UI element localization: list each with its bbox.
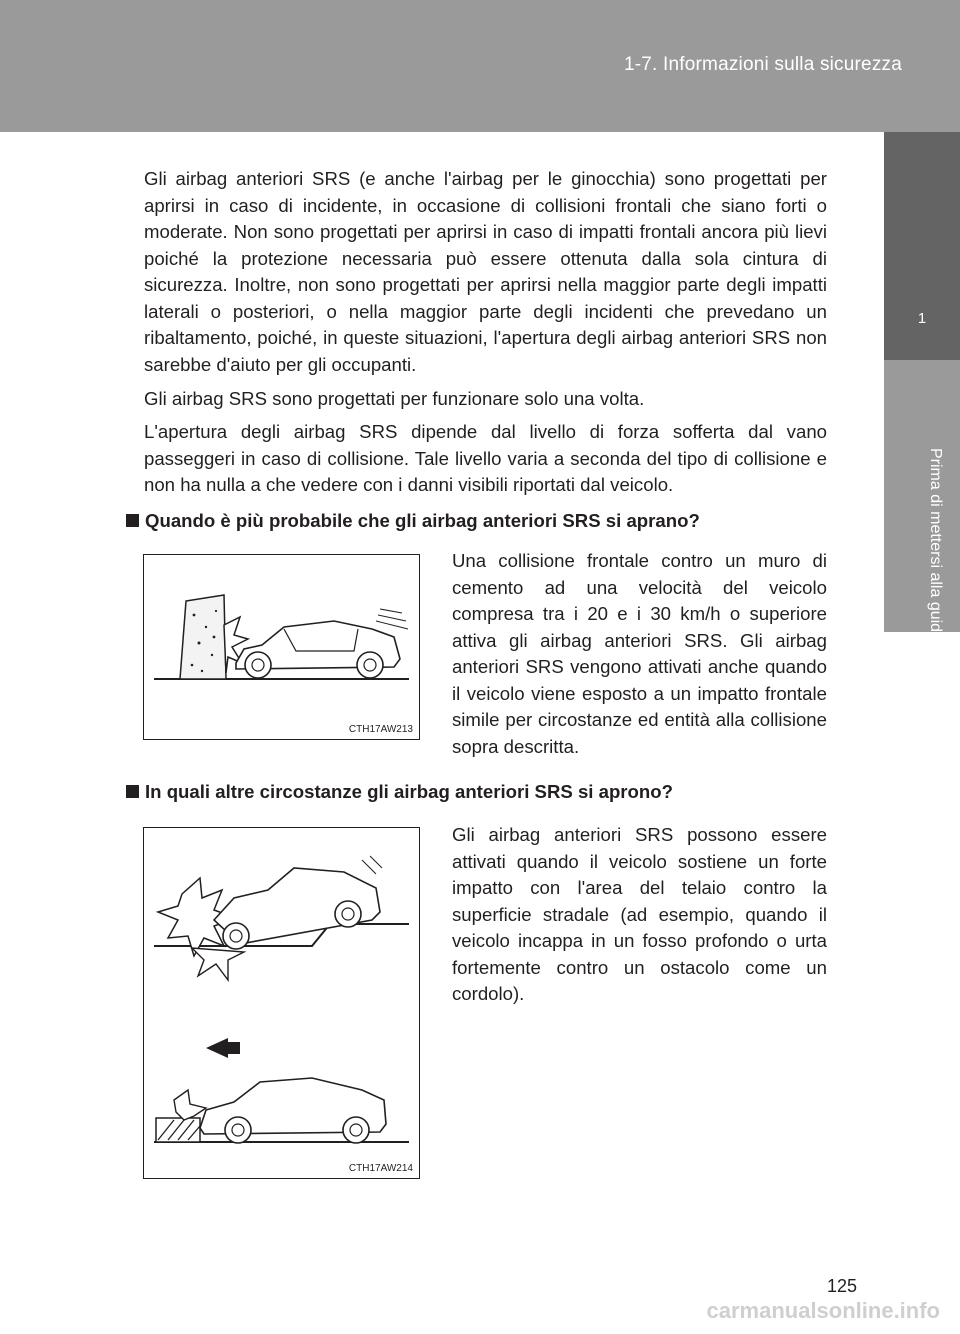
figure-frontal-collision <box>143 554 420 740</box>
section-heading-likely-deploy <box>126 510 700 532</box>
footer-watermark: carmanualsonline.info <box>706 1298 940 1323</box>
section-heading-other-circumstances <box>126 781 673 803</box>
chapter-tab <box>884 132 960 360</box>
page-number: 125 <box>826 1276 857 1296</box>
section-title: 1-7. Informazioni sulla sicurezza <box>624 54 902 75</box>
figure-code: CTH17AW214 <box>348 1163 413 1174</box>
bullet-square-icon <box>126 514 139 527</box>
section-text-other-circumstances: Gli airbag anteriori SRS possono essere attivati quando il veicolo sostiene un forte impatto con l'area del telaio contro la superficie stradale (ad esempio, quando il veicolo incappa in un fosso profondo o urta fortemente contro un ostacolo come un cordolo). <box>452 824 827 1004</box>
chapter-tab-label-area <box>884 360 960 632</box>
header-band <box>0 0 960 132</box>
chapter-label: Prima di mettersi alla guida <box>927 448 944 641</box>
chapter-number: 1 <box>917 310 927 327</box>
figure-chassis-impact <box>143 827 420 1179</box>
bullet-square-icon <box>126 785 139 798</box>
section-heading-text: Quando è più probabile che gli airbag anteriori SRS si aprano? <box>145 510 700 531</box>
chapter-label-wrapper <box>926 448 944 641</box>
chassis-impact-illustration <box>144 828 419 1178</box>
paragraph-airbag-design: Gli airbag anteriori SRS (e anche l'airbag per le ginocchia) sono progettati per aprirsi in caso di incidente, in occasione di collisioni frontali che siano forti o moderate. Non sono progettati per aprirsi in caso di impatti frontali ancora più lievi poiché la protezione necessaria può essere ottenuta dalla sola cintura di sicurezza. Inoltre, non sono progettati per aprirsi nella maggior parte degli impatti laterali o posteriori, o nella maggior parte degli incidenti che prevedano un ribaltamento, poiché, in queste situazioni, l'apertura degli airbag anteriori SRS non sarebbe d'aiuto per gli occupanti. <box>144 168 827 375</box>
frontal-collision-illustration <box>144 555 419 739</box>
section-text-likely-deploy: Una collisione frontale contro un muro di cemento ad una velocità del veicolo compresa tra i 20 e i 30 km/h o superiore attiva gli airbag anteriori SRS. Gli airbag anteriori SRS vengono attivati anche quando il veicolo viene esposto a un impatto frontale simile per circostanze ed entità alla collisione sopra descritta. <box>452 550 827 757</box>
paragraph-single-use: Gli airbag SRS sono progettati per funzionare solo una volta. <box>144 388 645 409</box>
section-heading-text: In quali altre circostanze gli airbag anteriori SRS si aprono? <box>145 781 673 802</box>
paragraph-deployment-force: L'apertura degli airbag SRS dipende dal livello di forza sofferta dal vano passeggeri in caso di collisione. Tale livello varia a seconda del tipo di collisione e non ha nulla a che vedere con i danni visibili riportati dal veicolo. <box>144 421 827 495</box>
figure-code: CTH17AW213 <box>348 724 413 735</box>
